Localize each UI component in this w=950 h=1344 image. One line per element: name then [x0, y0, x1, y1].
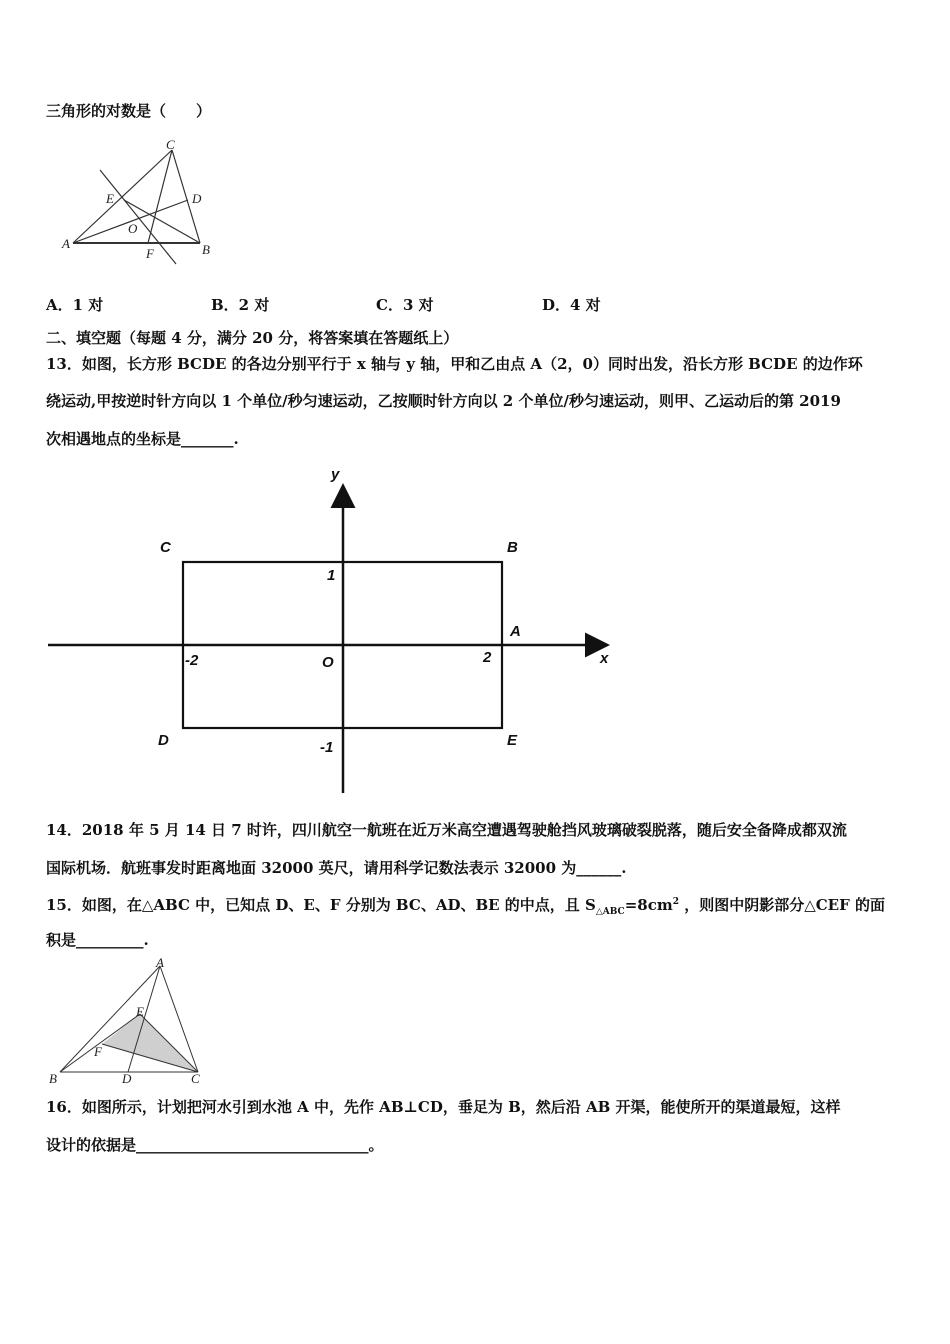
- q12-perpendicular-line: [100, 170, 176, 264]
- q12-option-d: D．4 对: [542, 296, 601, 314]
- q13-label-y: y: [331, 466, 340, 483]
- q12-option-b: B．2 对: [211, 296, 270, 314]
- q16-line-1: 16．如图所示，计划把河水引到水池 A 中，先作 AB⊥CD，垂足为 B，然后沿 AB 开渠，能使所开的渠道最短，这样: [46, 1098, 841, 1116]
- section-heading-fill-blank: 二、填空题（每题 4 分，满分 20 分，将答案填在答题纸上）: [46, 329, 459, 347]
- q15-label-A: A: [156, 958, 164, 970]
- q13-label-neg2: -2: [185, 652, 199, 669]
- q15-area-subscript: △ABC: [595, 907, 625, 917]
- q12-label-B: B: [202, 242, 210, 257]
- q13-label-A: A: [510, 623, 521, 640]
- q15-line-2: 积是_________.: [46, 931, 149, 949]
- q13-label-neg1: -1: [320, 739, 334, 756]
- q15-label-E: E: [136, 1004, 144, 1019]
- q15-label-C: C: [191, 1071, 200, 1086]
- q15-unit-superscript: 2: [672, 897, 679, 907]
- q12-label-D: D: [192, 191, 202, 206]
- q12-option-c: C．3 对: [376, 296, 434, 314]
- q15-triangle-figure: [44, 958, 209, 1088]
- q15-line-1-a: 15．如图，在△ABC 中，已知点 D、E、F 分别为 BC、AD、BE 的中点，且 S: [46, 896, 596, 914]
- q13-label-C: C: [160, 539, 171, 556]
- q12-label-E: E: [106, 191, 114, 206]
- q15-shaded-triangle-CEF: [102, 1014, 198, 1072]
- q12-side-AC: [73, 150, 172, 243]
- q13-label-2: 2: [483, 649, 492, 666]
- q15-line-1: [46, 892, 885, 922]
- q15-line-1-c: ，则图中阴影部分△CEF 的面: [678, 896, 885, 914]
- q12-label-O: O: [128, 221, 138, 236]
- q13-label-B: B: [507, 539, 518, 556]
- q16-line-2: 设计的依据是_______________________________。: [46, 1136, 384, 1154]
- q13-label-D: D: [158, 732, 169, 749]
- q13-label-E: E: [507, 732, 518, 749]
- q13-label-O: O: [322, 654, 334, 671]
- q15-label-D: D: [122, 1071, 132, 1086]
- q13-coordinate-figure: [40, 458, 630, 798]
- q13-line-1: 13．如图，长方形 BCDE 的各边分别平行于 x 轴与 y 轴，甲和乙由点 A（2，0）同时出发，沿长方形 BCDE 的边作环: [46, 355, 863, 373]
- q12-triangle-figure: [58, 140, 233, 266]
- q15-label-B: B: [49, 1071, 57, 1086]
- q12-label-C: C: [166, 140, 175, 152]
- q13-label-x: x: [600, 650, 609, 667]
- q13-line-2: 绕运动,甲按逆时针方向以 1 个单位/秒匀速运动，乙按顺时针方向以 2 个单位/秒匀速运动，则甲、乙运动后的第 2019: [46, 392, 841, 410]
- q12-segment-CF: [148, 150, 172, 243]
- q12-label-A: A: [62, 236, 70, 251]
- q12-stem-tail: 三角形的对数是（ ）: [46, 102, 212, 120]
- q12-label-F: F: [146, 246, 154, 261]
- q14-line-2: 国际机场．航班事发时距离地面 32000 英尺，请用科学记数法表示 32000 为______.: [46, 859, 627, 877]
- q13-line-3: 次相遇地点的坐标是_______.: [46, 430, 239, 448]
- q12-option-a: A．1 对: [46, 296, 104, 314]
- q15-line-1-b: =8cm: [624, 896, 673, 914]
- q14-line-1: 14．2018 年 5 月 14 日 7 时许，四川航空一航班在近万米高空遭遇驾驶舱挡风玻璃破裂脱落，随后安全备降成都双流: [46, 821, 847, 839]
- q15-label-F: F: [94, 1044, 102, 1059]
- q13-label-1: 1: [327, 567, 336, 584]
